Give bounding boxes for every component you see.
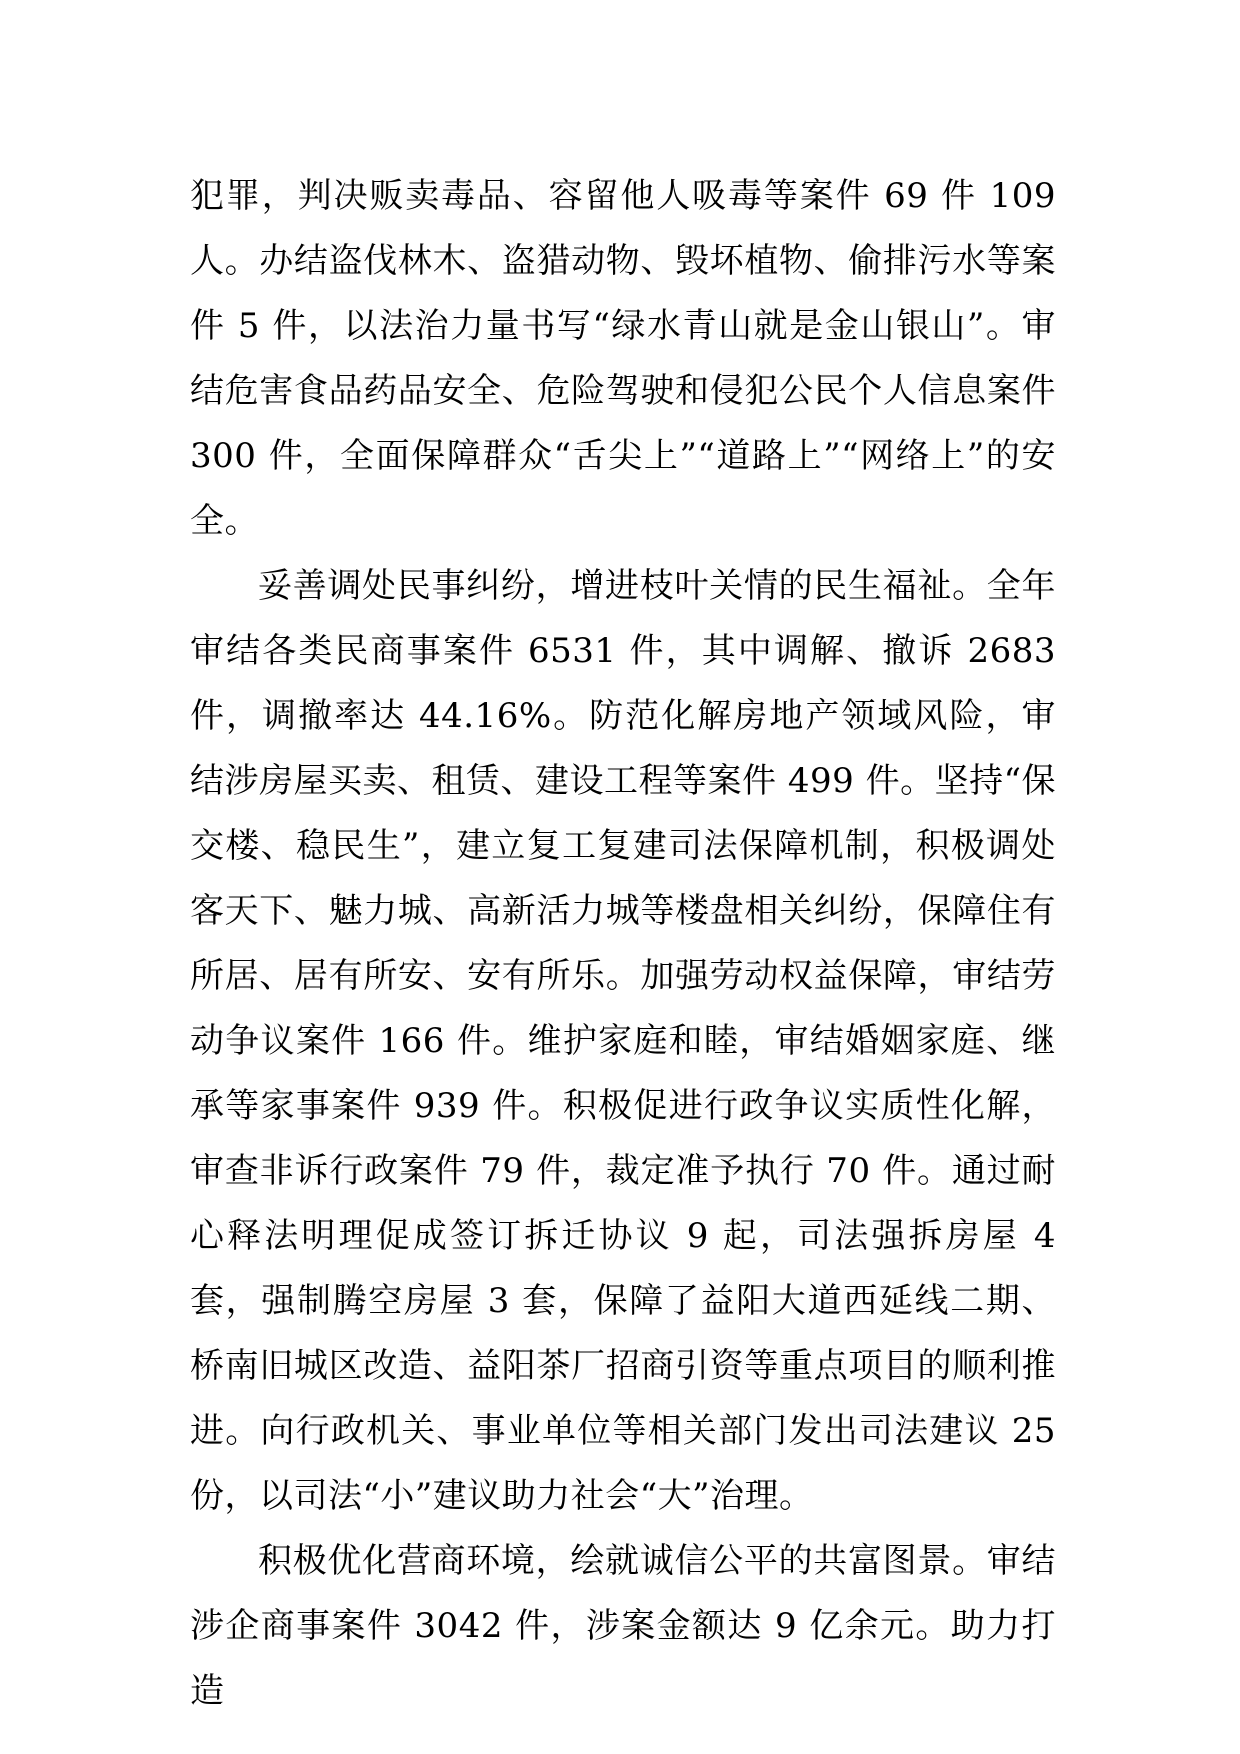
paragraph-2: 妥善调处民事纠纷，增进枝叶关情的民生福祉。全年审结各类民商事案件 6531 件，其中调解、撤诉 2683 件，调撤率达 44.16%。防范化解房地产领域风险，审结涉房屋买卖、租赁、建设工程等案件 499 件。坚持“保交楼、稳民生”，建立复工复建司法保障机制，积极调处客天下、魅力城、高新活力城等楼盘相关纠纷，保障住有所居、居有所安、安有所乐。加强劳动权益保障，审结劳动争议案件 166 件。维护家庭和睦，审结婚姻家庭、继承等家事案件 939 件。积极促进行政争议实质性化解，审查非诉行政案件 79 件，裁定准予执行 70 件。通过耐心释法明理促成签订拆迁协议 9 起，司法强拆房屋 4 套，强制腾空房屋 3 套，保障了益阳大道西延线二期、桥南旧城区改造、益阳茶厂招商引资等重点项目的顺利推进。向行政机关、事业单位等相关部门发出司法建议 25 份，以司法“小”建议助力社会“大”治理。 bbox=[190, 566, 1056, 1516]
document-page bbox=[190, 164, 1056, 1724]
paragraph-1: 犯罪，判决贩卖毒品、容留他人吸毒等案件 69 件 109 人。办结盗伐林木、盗猎动物、毁坏植物、偷排污水等案件 5 件，以法治力量书写“绿水青山就是金山银山”。审结危害食品药品安全、危险驾驶和侵犯公民个人信息案件 300 件，全面保障群众“舌尖上”“道路上”“网络上”的安全。 bbox=[190, 176, 1056, 541]
paragraph-3: 积极优化营商环境，绘就诚信公平的共富图景。审结涉企商事案件 3042 件，涉案金额达 9 亿余元。助力打造 bbox=[190, 1541, 1056, 1711]
